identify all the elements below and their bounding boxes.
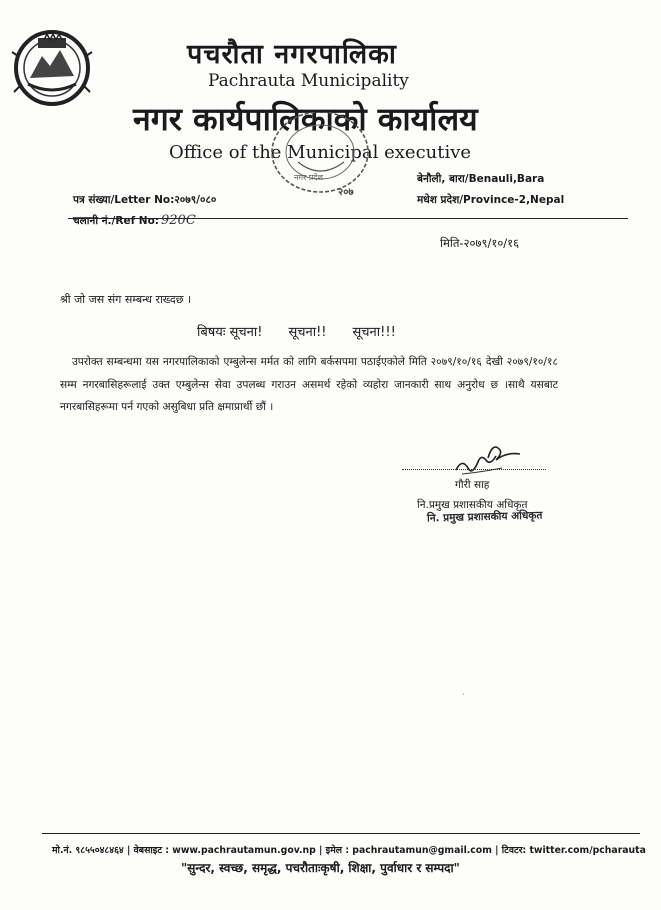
stray-mark: ·: [462, 690, 465, 699]
handwritten-signature-icon: [448, 440, 523, 478]
letter-date: मिति-२०७९/१०/१६: [440, 236, 520, 250]
letter-number: [73, 193, 216, 207]
address-line-1: बेनौली, बारा/Benauli,Bara: [417, 173, 545, 185]
signatory-stamp: नि. प्रमुख प्रशासकीय अधिकृत: [426, 509, 543, 525]
footer-divider: [42, 833, 640, 834]
municipality-title-english: Pachrauta Municipality: [208, 71, 409, 91]
subject-line: [197, 322, 422, 340]
recipient-line: श्री जो जस संग सम्बन्ध राख्दछ ।: [60, 293, 192, 306]
reference-number: [73, 213, 196, 228]
signatory-name: गौरी साह: [455, 479, 490, 491]
office-title-english: Office of the Municipal executive: [169, 142, 472, 163]
address-line-2: मधेश प्रदेश/Province-2,Nepal: [417, 194, 565, 206]
subject-notice-2: सूचना!!: [288, 325, 327, 340]
office-title-nepali: नगर कार्यपालिकाको कार्यालय: [133, 100, 478, 138]
signature-line: [402, 469, 546, 470]
notice-body: उपरोक्त सम्बन्धमा यस नगरपालिकाको एम्बुलेन्स मर्मत को लागि बर्कसपमा पठाईएकोले मिति २०७९/१०/१६ देखी २०७९/१०/१८ सम्म नगरबासिहरूलाई उक्त एम्बुलेन्स सेवा उपलब्ध गराउन असमर्थ रहेको व्यहोरा जानकारी साथ अनुरोध छ ।साथै यसबाट नगरबासिहरूमा पर्न गएको असुबिधा प्रति क्षमाप्रार्थी छौं ।: [60, 356, 558, 413]
subject-notice-3: सूचना!!!: [352, 325, 396, 340]
reference-number-label: चलानी नं./Ref No:: [73, 215, 159, 227]
svg-text:२०७: २०७: [338, 187, 354, 198]
municipality-title-nepali: पचरौता नगरपालिका: [187, 39, 397, 70]
office-seal-icon: [268, 112, 373, 202]
footer-contact: मो.नं. ९८५५०४८४६४ | वेबसाइट : www.pachrautamun.gov.np | इमेल : pachrautamun@gmail.com | टिवटर: twitter.com/pcharauta: [52, 845, 646, 856]
letter-number-value: २०७९/०८०: [174, 194, 217, 206]
subject-label: बिषयः सूचना!: [197, 325, 263, 340]
signatory-title: नि.प्रमुख प्रशासकीय अधिकृत: [417, 499, 528, 511]
header-divider: [68, 218, 628, 219]
svg-text:नगर प्रदेश: नगर प्रदेश: [294, 173, 323, 182]
reference-number-value: 920C: [161, 213, 196, 228]
footer-motto: "सुन्दर, स्वच्छ, समृद्ध, पचरौताःकृषी, शिक्षा, पुर्वाधार र सम्पदा": [181, 861, 460, 875]
letter-number-label: पत्र संख्या/Letter No:: [73, 194, 175, 206]
municipality-emblem-icon: [8, 26, 96, 108]
